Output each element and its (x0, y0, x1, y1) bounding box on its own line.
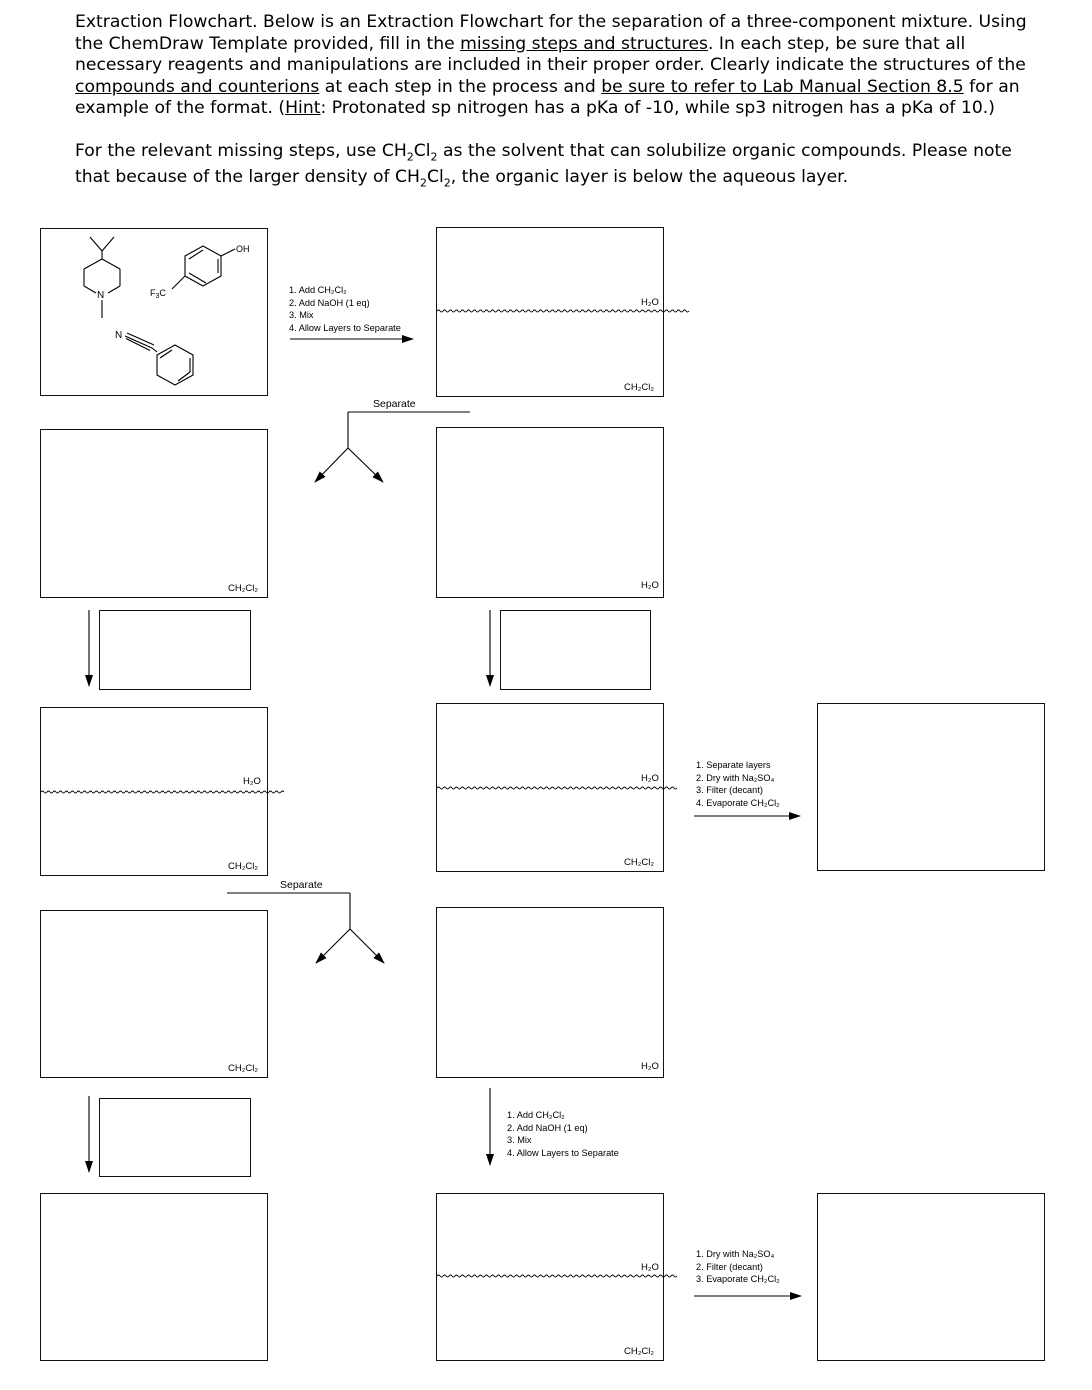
oh-label: OH (236, 244, 250, 254)
step-text: 4. Allow Layers to Separate (507, 1147, 619, 1158)
ch2cl2-label: CH₂Cl₂ (624, 382, 655, 393)
step-text: 2. Dry with Na₂SO₄ (696, 772, 775, 783)
h2o-label: H₂O (243, 776, 261, 787)
subscript: 2 (443, 176, 451, 190)
instructions-text: : Protonated sp nitrogen has a pKa of -10, while sp3 nitrogen has a pKa of 10.) (320, 98, 995, 118)
step-text: 3. Mix (289, 310, 314, 321)
nitrile-n-label: N (115, 330, 123, 341)
piperidine-structure (84, 237, 120, 318)
link-compounds-counterions[interactable]: compounds and counterions (75, 76, 320, 97)
step-text: 1. Dry with Na₂SO₄ (696, 1249, 775, 1259)
step-text: 3. Evaporate CH₂Cl₂ (696, 1274, 780, 1285)
extract-steps-2 (507, 1109, 619, 1159)
separate-label-2: Separate (280, 879, 323, 891)
h2o-label: H₂O (641, 773, 659, 784)
step-text: 2. Filter (decant) (696, 1261, 763, 1272)
interface-4 (437, 1275, 677, 1277)
step-text: 4. Evaporate CH₂Cl₂ (696, 797, 780, 808)
phenol-structure (172, 246, 235, 289)
instructions-text: Cl (413, 140, 431, 161)
interface-2 (41, 791, 284, 793)
hint-label: Hint (285, 98, 321, 118)
step-text: 1. Add CH₂Cl₂ (507, 1110, 565, 1120)
subscript: 2 (406, 149, 414, 163)
ch2cl2-label: CH₂Cl₂ (624, 1346, 655, 1357)
step-text: 4. Allow Layers to Separate (289, 322, 401, 333)
instructions-text: for an example of the format. ( (75, 76, 1020, 118)
ch2cl2-label: CH₂Cl₂ (624, 857, 655, 868)
instructions-text: Cl (426, 167, 444, 188)
ch2cl2-label: CH₂Cl₂ (228, 861, 259, 872)
link-lab-manual[interactable]: be sure to refer to Lab Manual Section 8.5 (601, 76, 964, 97)
step-text: 3. Filter (decant) (696, 785, 763, 796)
extract-steps-1 (289, 284, 401, 334)
dry-steps-2 (696, 1248, 780, 1286)
instructions-text: Below is an Extraction Flowchart for the separation of a three-component mixture. Using the ChemDraw Template provided, fill in the (75, 12, 1027, 54)
h2o-label: H₂O (641, 1061, 659, 1072)
link-missing-steps[interactable]: missing steps and structures (460, 33, 708, 54)
cf3-label: $F_3C$ (150, 288, 166, 300)
h2o-label: H₂O (641, 297, 659, 308)
step-text: 1. Add CH₂Cl₂ (289, 285, 347, 295)
interface-1 (437, 310, 689, 312)
subscript: 2 (419, 176, 427, 190)
benzonitrile-structure (125, 333, 193, 385)
step-text: 2. Add NaOH (1 eq) (507, 1122, 588, 1133)
instructions-text: , the organic layer is below the aqueous layer. (450, 167, 849, 188)
h2o-label: H₂O (641, 1262, 659, 1273)
dry-steps-1 (696, 759, 780, 809)
instructions-text: as the solvent that can solubilize organic compounds. Please note that because of the larger density of CH (75, 140, 1012, 188)
amine-n-label: N (97, 290, 105, 301)
step-text: 2. Add NaOH (1 eq) (289, 297, 370, 308)
ch2cl2-label: CH₂Cl₂ (228, 1063, 259, 1074)
separate-label-1: Separate (373, 398, 416, 410)
instructions-title: Extraction Flowchart. (75, 12, 258, 32)
interface-3 (437, 787, 677, 789)
h2o-label: H₂O (641, 580, 659, 591)
ch2cl2-label: CH₂Cl₂ (228, 583, 259, 594)
step-text: 3. Mix (507, 1135, 532, 1146)
instructions-text: at each step in the process and (319, 76, 602, 97)
subscript: 2 (430, 149, 438, 163)
instructions-text: For the relevant missing steps, use CH (75, 140, 407, 161)
step-text: 1. Separate layers (696, 760, 771, 770)
instructions-text: . In each step, be sure that all necessary reagents and manipulations are included in their proper order. Clearly indicate the structures of the (75, 33, 1026, 75)
